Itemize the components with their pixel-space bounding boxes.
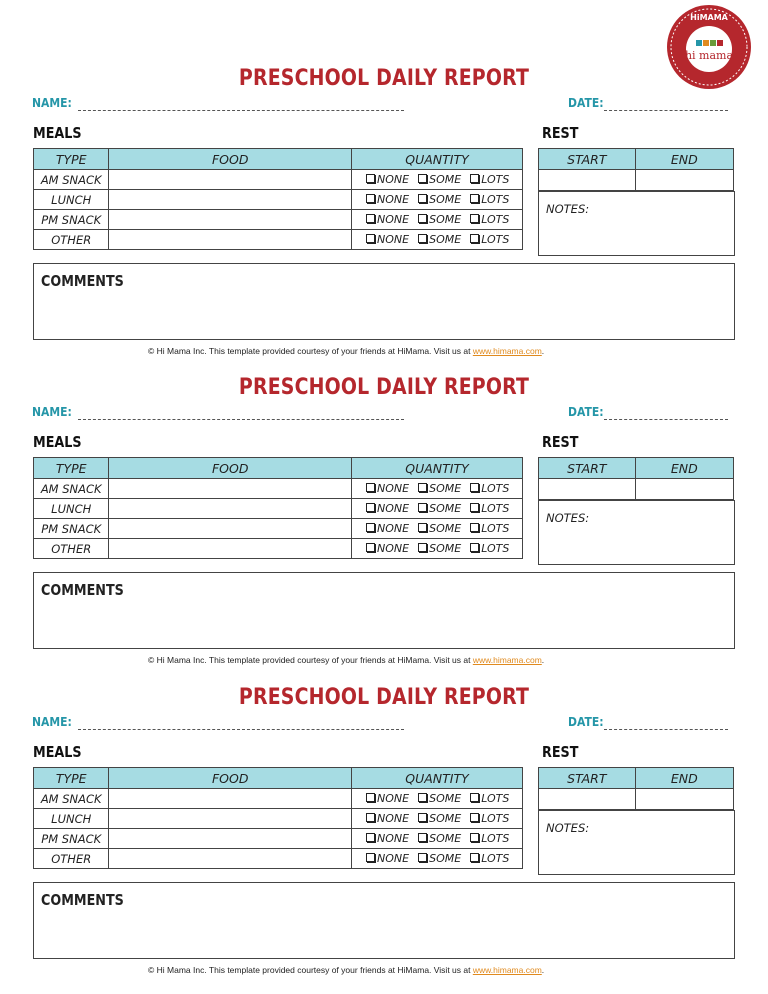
quantity-option-none[interactable] xyxy=(366,852,409,865)
quantity-option-none[interactable] xyxy=(366,542,409,555)
meal-type-cell: PM SNACK xyxy=(34,210,109,230)
quantity-option-label: NONE xyxy=(377,502,410,515)
meal-row xyxy=(34,190,523,210)
food-cell[interactable] xyxy=(109,809,352,829)
meal-type-cell: PM SNACK xyxy=(34,519,109,539)
meal-type-cell: AM SNACK xyxy=(34,789,109,809)
quantity-option-label: LOTS xyxy=(481,832,510,845)
quantity-cell xyxy=(352,170,523,190)
meal-row xyxy=(34,210,523,230)
end-time-cell[interactable] xyxy=(635,479,733,500)
quantity-option-lots[interactable] xyxy=(470,812,509,825)
quantity-option-some[interactable] xyxy=(418,852,461,865)
meal-row xyxy=(34,789,523,809)
meal-type-cell: OTHER xyxy=(34,230,109,250)
quantity-option-label: LOTS xyxy=(481,792,510,805)
quantity-option-label: NONE xyxy=(377,193,410,206)
food-header: FOOD xyxy=(109,149,352,170)
checkbox-icon[interactable] xyxy=(366,833,375,842)
quantity-option-label: LOTS xyxy=(481,233,510,246)
quantity-option-label: SOME xyxy=(429,812,462,825)
footer-text: © Hi Mama Inc. This template provided courtesy of your friends at HiMama. Visit us at xyxy=(148,965,473,975)
quantity-header: QUANTITY xyxy=(352,768,523,789)
quantity-option-label: SOME xyxy=(429,213,462,226)
quantity-option-label: SOME xyxy=(429,832,462,845)
name-field[interactable] xyxy=(78,729,404,730)
quantity-option-label: SOME xyxy=(429,482,462,495)
notes-label: NOTES: xyxy=(546,511,590,525)
quantity-option-some[interactable] xyxy=(418,173,461,186)
daily-report xyxy=(0,309,768,665)
checkbox-icon[interactable] xyxy=(470,503,479,512)
meals-heading: MEALS xyxy=(33,124,82,142)
checkbox-icon[interactable] xyxy=(470,853,479,862)
checkbox-icon[interactable] xyxy=(470,194,479,203)
checkbox-icon[interactable] xyxy=(418,543,427,552)
type-header: TYPE xyxy=(34,458,109,479)
meals-table xyxy=(33,767,523,869)
meal-type-cell: OTHER xyxy=(34,849,109,869)
himama-link[interactable]: www.himama.com xyxy=(472,655,542,665)
meal-row xyxy=(34,809,523,829)
food-cell[interactable] xyxy=(109,479,352,499)
quantity-option-lots[interactable] xyxy=(470,502,509,515)
quantity-cell xyxy=(352,519,523,539)
footer-end: . xyxy=(541,655,545,665)
footer-text: © Hi Mama Inc. This template provided courtesy of your friends at HiMama. Visit us at xyxy=(148,346,473,356)
quantity-option-label: NONE xyxy=(377,832,410,845)
checkbox-icon[interactable] xyxy=(470,483,479,492)
quantity-option-lots[interactable] xyxy=(470,213,509,226)
quantity-cell xyxy=(352,499,523,519)
quantity-option-label: SOME xyxy=(429,792,462,805)
food-header: FOOD xyxy=(109,458,352,479)
quantity-option-lots[interactable] xyxy=(470,233,509,246)
name-label: NAME: xyxy=(32,405,72,419)
notes-box[interactable] xyxy=(538,500,735,565)
checkbox-icon[interactable] xyxy=(366,813,375,822)
checkbox-icon[interactable] xyxy=(418,793,427,802)
food-cell[interactable] xyxy=(109,849,352,869)
checkbox-icon[interactable] xyxy=(366,194,375,203)
quantity-option-label: LOTS xyxy=(481,812,510,825)
quantity-option-lots[interactable] xyxy=(470,542,509,555)
quantity-option-label: NONE xyxy=(377,233,410,246)
quantity-option-label: NONE xyxy=(377,812,410,825)
food-cell[interactable] xyxy=(109,519,352,539)
meal-row xyxy=(34,479,523,499)
checkbox-icon[interactable] xyxy=(418,813,427,822)
quantity-option-label: SOME xyxy=(429,522,462,535)
start-header: START xyxy=(539,458,636,479)
end-header: END xyxy=(635,149,733,170)
checkbox-icon[interactable] xyxy=(366,543,375,552)
report-title: PRESCHOOL DAILY REPORT xyxy=(238,66,530,91)
checkbox-icon[interactable] xyxy=(418,483,427,492)
end-header: END xyxy=(635,768,733,789)
quantity-option-none[interactable] xyxy=(366,482,409,495)
food-cell[interactable] xyxy=(109,210,352,230)
daily-report xyxy=(0,619,768,975)
quantity-option-some[interactable] xyxy=(418,792,461,805)
end-header: END xyxy=(635,458,733,479)
quantity-option-label: LOTS xyxy=(481,173,510,186)
svg-text:hi mama: hi mama xyxy=(684,49,734,62)
name-field[interactable] xyxy=(78,419,404,420)
checkbox-icon[interactable] xyxy=(470,833,479,842)
type-header: TYPE xyxy=(34,768,109,789)
quantity-cell xyxy=(352,479,523,499)
quantity-cell xyxy=(352,849,523,869)
daily-report xyxy=(0,0,768,356)
checkbox-icon[interactable] xyxy=(470,793,479,802)
quantity-option-some[interactable] xyxy=(418,522,461,535)
notes-label: NOTES: xyxy=(546,202,590,216)
food-cell[interactable] xyxy=(109,499,352,519)
quantity-option-label: SOME xyxy=(429,173,462,186)
start-time-cell[interactable] xyxy=(539,789,636,810)
date-field[interactable] xyxy=(604,729,728,730)
meal-type-cell: AM SNACK xyxy=(34,479,109,499)
checkbox-icon[interactable] xyxy=(418,174,427,183)
quantity-option-label: NONE xyxy=(377,542,410,555)
quantity-option-label: LOTS xyxy=(481,213,510,226)
quantity-option-lots[interactable] xyxy=(470,482,509,495)
name-label: NAME: xyxy=(32,715,72,729)
quantity-option-label: SOME xyxy=(429,193,462,206)
start-header: START xyxy=(539,768,636,789)
start-time-cell[interactable] xyxy=(539,479,636,500)
footer-text: © Hi Mama Inc. This template provided courtesy of your friends at HiMama. Visit us at xyxy=(148,655,473,665)
checkbox-icon[interactable] xyxy=(418,523,427,532)
quantity-option-some[interactable] xyxy=(418,832,461,845)
notes-box[interactable] xyxy=(538,191,735,256)
quantity-option-label: NONE xyxy=(377,213,410,226)
food-cell[interactable] xyxy=(109,539,352,559)
meal-row xyxy=(34,519,523,539)
quantity-option-label: LOTS xyxy=(481,852,510,865)
notes-label: NOTES: xyxy=(546,821,590,835)
quantity-option-none[interactable] xyxy=(366,522,409,535)
food-cell[interactable] xyxy=(109,829,352,849)
checkbox-icon[interactable] xyxy=(418,503,427,512)
quantity-cell xyxy=(352,789,523,809)
comments-label: COMMENTS xyxy=(41,581,124,599)
meal-type-cell: OTHER xyxy=(34,539,109,559)
quantity-option-lots[interactable] xyxy=(470,522,509,535)
quantity-option-some[interactable] xyxy=(418,502,461,515)
meal-type-cell: PM SNACK xyxy=(34,829,109,849)
date-field[interactable] xyxy=(604,110,728,111)
meal-type-cell: LUNCH xyxy=(34,190,109,210)
food-cell[interactable] xyxy=(109,230,352,250)
checkbox-icon[interactable] xyxy=(418,234,427,243)
meal-type-cell: LUNCH xyxy=(34,809,109,829)
meals-table xyxy=(33,457,523,559)
quantity-option-lots[interactable] xyxy=(470,792,509,805)
quantity-cell xyxy=(352,829,523,849)
meals-heading: MEALS xyxy=(33,433,82,451)
quantity-option-label: LOTS xyxy=(481,522,510,535)
checkbox-icon[interactable] xyxy=(366,503,375,512)
quantity-option-label: LOTS xyxy=(481,502,510,515)
date-label: DATE: xyxy=(568,715,604,729)
start-header: START xyxy=(539,149,636,170)
quantity-option-label: NONE xyxy=(377,852,410,865)
checkbox-icon[interactable] xyxy=(470,174,479,183)
checkbox-icon[interactable] xyxy=(418,833,427,842)
food-cell[interactable] xyxy=(109,190,352,210)
quantity-option-label: NONE xyxy=(377,173,410,186)
quantity-option-some[interactable] xyxy=(418,482,461,495)
meal-type-cell: LUNCH xyxy=(34,499,109,519)
name-label: NAME: xyxy=(32,96,72,110)
checkbox-icon[interactable] xyxy=(470,813,479,822)
quantity-option-label: NONE xyxy=(377,482,410,495)
quantity-option-some[interactable] xyxy=(418,193,461,206)
notes-box[interactable] xyxy=(538,810,735,875)
meal-type-cell: AM SNACK xyxy=(34,170,109,190)
meal-row xyxy=(34,499,523,519)
quantity-option-none[interactable] xyxy=(366,193,409,206)
quantity-option-none[interactable] xyxy=(366,832,409,845)
food-cell[interactable] xyxy=(109,170,352,190)
quantity-option-some[interactable] xyxy=(418,812,461,825)
start-time-cell[interactable] xyxy=(539,170,636,191)
date-field[interactable] xyxy=(604,419,728,420)
footer-end: . xyxy=(541,965,545,975)
meals-heading: MEALS xyxy=(33,743,82,761)
meals-table xyxy=(33,148,523,250)
quantity-header: QUANTITY xyxy=(352,149,523,170)
quantity-option-some[interactable] xyxy=(418,213,461,226)
comments-label: COMMENTS xyxy=(41,272,124,290)
quantity-option-label: LOTS xyxy=(481,542,510,555)
quantity-option-label: SOME xyxy=(429,542,462,555)
quantity-option-label: SOME xyxy=(429,502,462,515)
quantity-option-none[interactable] xyxy=(366,233,409,246)
quantity-cell xyxy=(352,190,523,210)
quantity-option-lots[interactable] xyxy=(470,832,509,845)
quantity-option-label: NONE xyxy=(377,522,410,535)
checkbox-icon[interactable] xyxy=(366,214,375,223)
rest-table xyxy=(538,457,734,500)
date-label: DATE: xyxy=(568,405,604,419)
checkbox-icon[interactable] xyxy=(366,853,375,862)
quantity-option-none[interactable] xyxy=(366,812,409,825)
himama-link[interactable]: www.himama.com xyxy=(472,346,542,356)
quantity-cell xyxy=(352,809,523,829)
comments-label: COMMENTS xyxy=(41,891,124,909)
quantity-option-none[interactable] xyxy=(366,213,409,226)
quantity-option-lots[interactable] xyxy=(470,193,509,206)
rest-table xyxy=(538,148,734,191)
report-title: PRESCHOOL DAILY REPORT xyxy=(238,375,530,400)
rest-table xyxy=(538,767,734,810)
food-header: FOOD xyxy=(109,768,352,789)
date-label: DATE: xyxy=(568,96,604,110)
quantity-option-none[interactable] xyxy=(366,173,409,186)
footer-end: . xyxy=(541,346,545,356)
meal-row xyxy=(34,230,523,250)
checkbox-icon[interactable] xyxy=(366,523,375,532)
quantity-option-some[interactable] xyxy=(418,542,461,555)
report-title: PRESCHOOL DAILY REPORT xyxy=(238,685,530,710)
rest-heading: REST xyxy=(542,433,579,451)
quantity-option-some[interactable] xyxy=(418,233,461,246)
quantity-option-none[interactable] xyxy=(366,792,409,805)
checkbox-icon[interactable] xyxy=(418,194,427,203)
quantity-option-none[interactable] xyxy=(366,502,409,515)
checkbox-icon[interactable] xyxy=(366,483,375,492)
quantity-cell xyxy=(352,230,523,250)
footer-note xyxy=(148,965,544,975)
checkbox-icon[interactable] xyxy=(366,174,375,183)
rest-heading: REST xyxy=(542,124,579,142)
checkbox-icon[interactable] xyxy=(470,523,479,532)
type-header: TYPE xyxy=(34,149,109,170)
checkbox-icon[interactable] xyxy=(470,214,479,223)
quantity-header: QUANTITY xyxy=(352,458,523,479)
quantity-option-label: LOTS xyxy=(481,193,510,206)
himama-link[interactable]: www.himama.com xyxy=(472,965,542,975)
food-cell[interactable] xyxy=(109,789,352,809)
comments-box[interactable] xyxy=(33,882,735,959)
quantity-option-lots[interactable] xyxy=(470,173,509,186)
checkbox-icon[interactable] xyxy=(366,793,375,802)
quantity-cell xyxy=(352,210,523,230)
quantity-option-label: NONE xyxy=(377,792,410,805)
quantity-option-lots[interactable] xyxy=(470,852,509,865)
meal-row xyxy=(34,829,523,849)
name-field[interactable] xyxy=(78,110,404,111)
quantity-option-label: SOME xyxy=(429,233,462,246)
meal-row xyxy=(34,539,523,559)
rest-heading: REST xyxy=(542,743,579,761)
quantity-cell xyxy=(352,539,523,559)
end-time-cell[interactable] xyxy=(635,170,733,191)
meal-row xyxy=(34,849,523,869)
end-time-cell[interactable] xyxy=(635,789,733,810)
quantity-option-label: LOTS xyxy=(481,482,510,495)
checkbox-icon[interactable] xyxy=(366,234,375,243)
quantity-option-label: SOME xyxy=(429,852,462,865)
checkbox-icon[interactable] xyxy=(418,853,427,862)
svg-text:HiMAMA: HiMAMA xyxy=(690,13,728,22)
checkbox-icon[interactable] xyxy=(470,234,479,243)
checkbox-icon[interactable] xyxy=(470,543,479,552)
checkbox-icon[interactable] xyxy=(418,214,427,223)
meal-row xyxy=(34,170,523,190)
